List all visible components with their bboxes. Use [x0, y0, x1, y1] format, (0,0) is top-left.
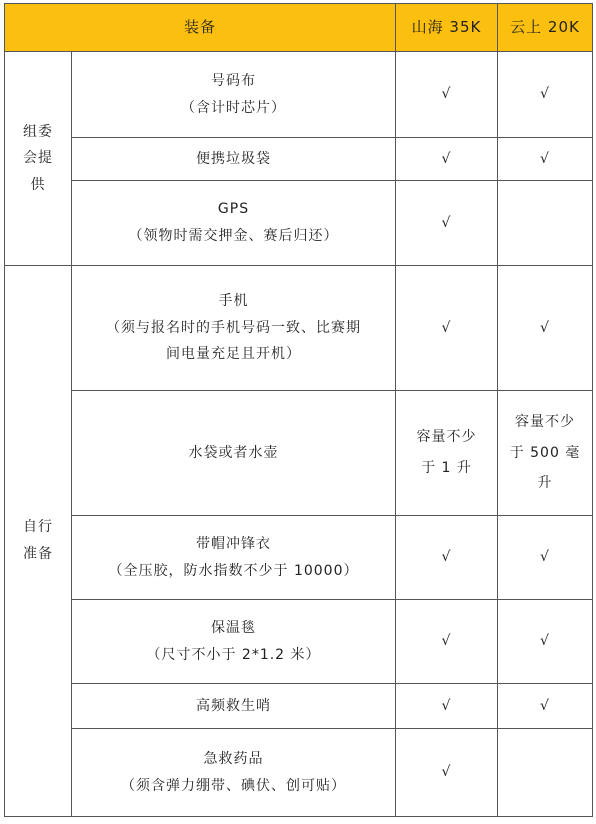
- group-label-self-prepared: 自行 准备: [5, 266, 72, 817]
- item-name: 高频救生哨: [196, 697, 271, 714]
- item-note: 间电量充足且开机）: [166, 346, 301, 363]
- item-cell: [72, 600, 396, 684]
- check-mark: √: [396, 266, 498, 391]
- check-mark: √: [396, 181, 498, 266]
- check-mark: [498, 729, 593, 817]
- equipment-table: [4, 3, 593, 817]
- header-row: [5, 4, 593, 52]
- item-note: （含计时芯片）: [181, 99, 286, 116]
- table-row: [5, 52, 593, 138]
- item-cell: [72, 181, 396, 266]
- item-note: （尺寸不小于 2*1.2 米）: [146, 646, 321, 663]
- item-name: 保温毯: [211, 619, 256, 636]
- item-name: 急救药品: [203, 750, 264, 767]
- item-name: GPS: [217, 201, 250, 218]
- check-mark: √: [396, 52, 498, 138]
- check-mark: √: [498, 516, 593, 600]
- check-mark: √: [396, 138, 498, 181]
- check-mark: √: [498, 600, 593, 684]
- header-equipment: 装备: [5, 4, 396, 52]
- header-shanhai-35k: 山海 35K: [396, 4, 498, 52]
- check-mark: √: [498, 266, 593, 391]
- table-row: [5, 138, 593, 181]
- item-cell: [72, 266, 396, 391]
- group-label-organizer: 组委 会提 供: [5, 52, 72, 266]
- table-row: [5, 729, 593, 817]
- check-mark: √: [396, 729, 498, 817]
- check-mark: √: [498, 138, 593, 181]
- check-mark: √: [396, 600, 498, 684]
- item-cell: [72, 684, 396, 729]
- table-row: [5, 516, 593, 600]
- capacity-cell: 容量不少 于 1 升: [396, 391, 498, 516]
- check-mark: √: [498, 684, 593, 729]
- table-row: [5, 600, 593, 684]
- item-cell: [72, 391, 396, 516]
- header-yunshang-20k: 云上 20K: [498, 4, 593, 52]
- table-row: [5, 181, 593, 266]
- check-mark: [498, 181, 593, 266]
- check-mark: √: [396, 516, 498, 600]
- capacity-cell: 容量不少 于 500 毫 升: [498, 391, 593, 516]
- item-note: （须含弹力绷带、碘伏、创可贴）: [121, 777, 346, 794]
- item-cell: [72, 516, 396, 600]
- table-row: [5, 266, 593, 391]
- table-row: [5, 391, 593, 516]
- item-cell: [72, 138, 396, 181]
- check-mark: √: [498, 52, 593, 138]
- table-row: [5, 684, 593, 729]
- item-note: （须与报名时的手机号码一致、比赛期: [106, 319, 361, 336]
- item-cell: [72, 729, 396, 817]
- item-cell: [72, 52, 396, 138]
- item-name: 号码布: [211, 72, 256, 89]
- item-name: 手机: [218, 293, 249, 310]
- item-name: 水袋或者水壶: [188, 444, 279, 461]
- item-name: 便携垃圾袋: [196, 150, 271, 167]
- item-note: （全压胶，防水指数不少于 10000）: [108, 562, 359, 579]
- check-mark: √: [396, 684, 498, 729]
- item-name: 带帽冲锋衣: [196, 535, 271, 552]
- item-note: （领物时需交押金、赛后归还）: [128, 228, 339, 244]
